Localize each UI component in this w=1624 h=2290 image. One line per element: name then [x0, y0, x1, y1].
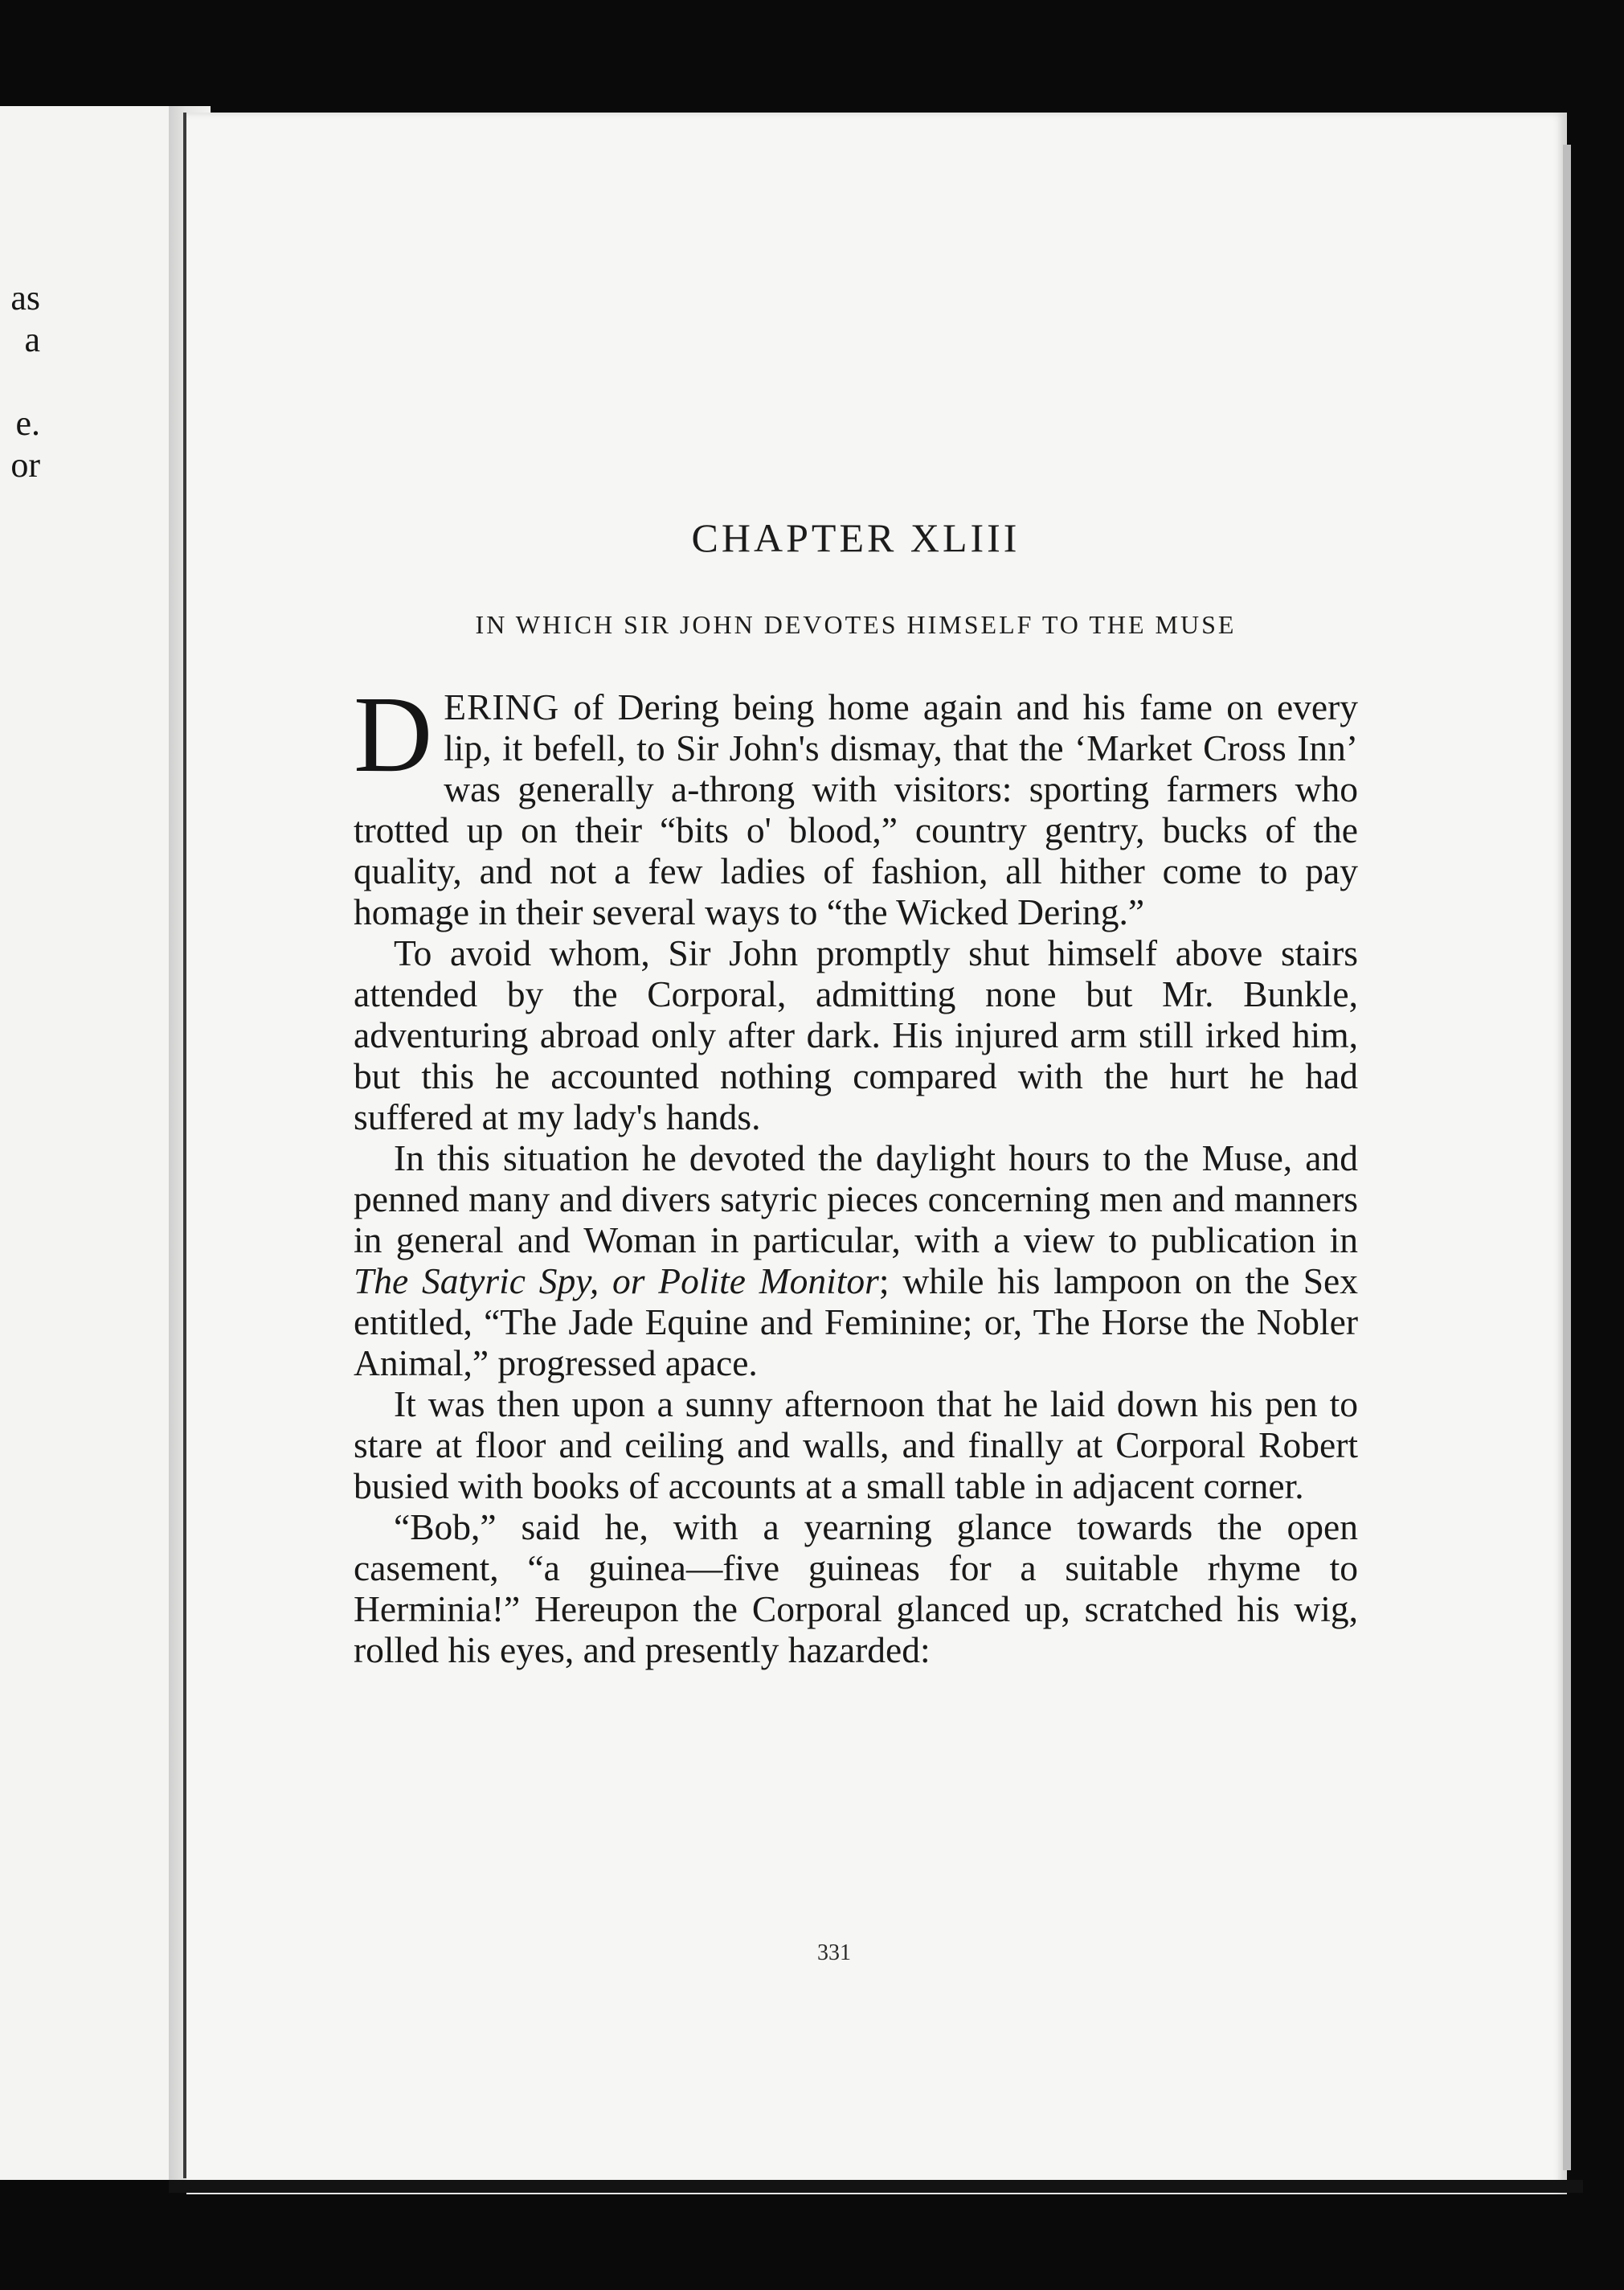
fragment-gap — [0, 361, 40, 403]
page-number: 331 — [817, 1940, 851, 1965]
paragraph-2: To avoid whom, Sir John promptly shut himself above stairs attended by the Corporal, admitting none but Mr. Bunkle, adventuring abroad only after dark. His injured arm still irked him, but this he accounted nothing compared with the hurt he had suffered at my lady's hands. — [354, 932, 1358, 1137]
page-bottom-shadow — [169, 2180, 1583, 2193]
paragraph-5: “Bob,” said he, with a yearning glance towards the open casement, “a guinea—five guineas for a suitable rhyme to Herminia!” Hereupon the Corporal glanced up, scratched his wig, rolled his eyes, and presently hazarded: — [354, 1506, 1358, 1670]
publication-title: The Satyric Spy, or Polite Monitor — [354, 1260, 879, 1301]
page-edge — [1563, 145, 1571, 2170]
paragraph-3 — [354, 1137, 1358, 1383]
page-content — [354, 514, 1358, 1670]
chapter-body — [354, 674, 1359, 1670]
fragment-line: as — [10, 278, 40, 317]
chapter-title: CHAPTER XLIII — [691, 515, 1021, 560]
paragraph-1 — [354, 674, 1358, 932]
chapter-subtitle: IN WHICH SIR JOHN DEVOTES HIMSELF TO THE MUSE — [475, 610, 1237, 639]
facing-page-text-fragments — [0, 277, 40, 486]
paragraph-4: It was then upon a sunny afternoon that he laid down his pen to stare at floor and ceiling and walls, and finally at Corporal Robert busied with books of accounts at a small table in adjacent corner. — [354, 1383, 1358, 1506]
lead-caps: ERING — [444, 686, 560, 727]
fragment-line: e. — [15, 404, 40, 443]
paragraph-3-text-a: In this situation he devoted the daylight hours to the Muse, and penned many and divers satyric pieces concerning men and manners in general and Woman in particular, with a view to publication in — [354, 1137, 1358, 1260]
drop-cap: D — [354, 674, 433, 795]
paragraph-3-text-b: ; while his lampoon on the Sex entitled, “The Jade Equine and Feminine; or, The Horse the Nobler Animal,” progressed apace. — [354, 1260, 1359, 1383]
paragraph-1-text: of Dering being home again and his fame on every lip, it befell, to Sir John's dismay, that the ‘Market Cross Inn’ was generally a-throng with visitors: sporting farmers who trotted up on their “bits o' blood,” country gentry, bucks of the quality, and not a few ladies of fashion, all hither come to pay homage in their several ways to “the Wicked Dering.” — [354, 686, 1358, 932]
fragment-line: a — [24, 320, 40, 359]
fragment-line: or — [10, 445, 40, 485]
